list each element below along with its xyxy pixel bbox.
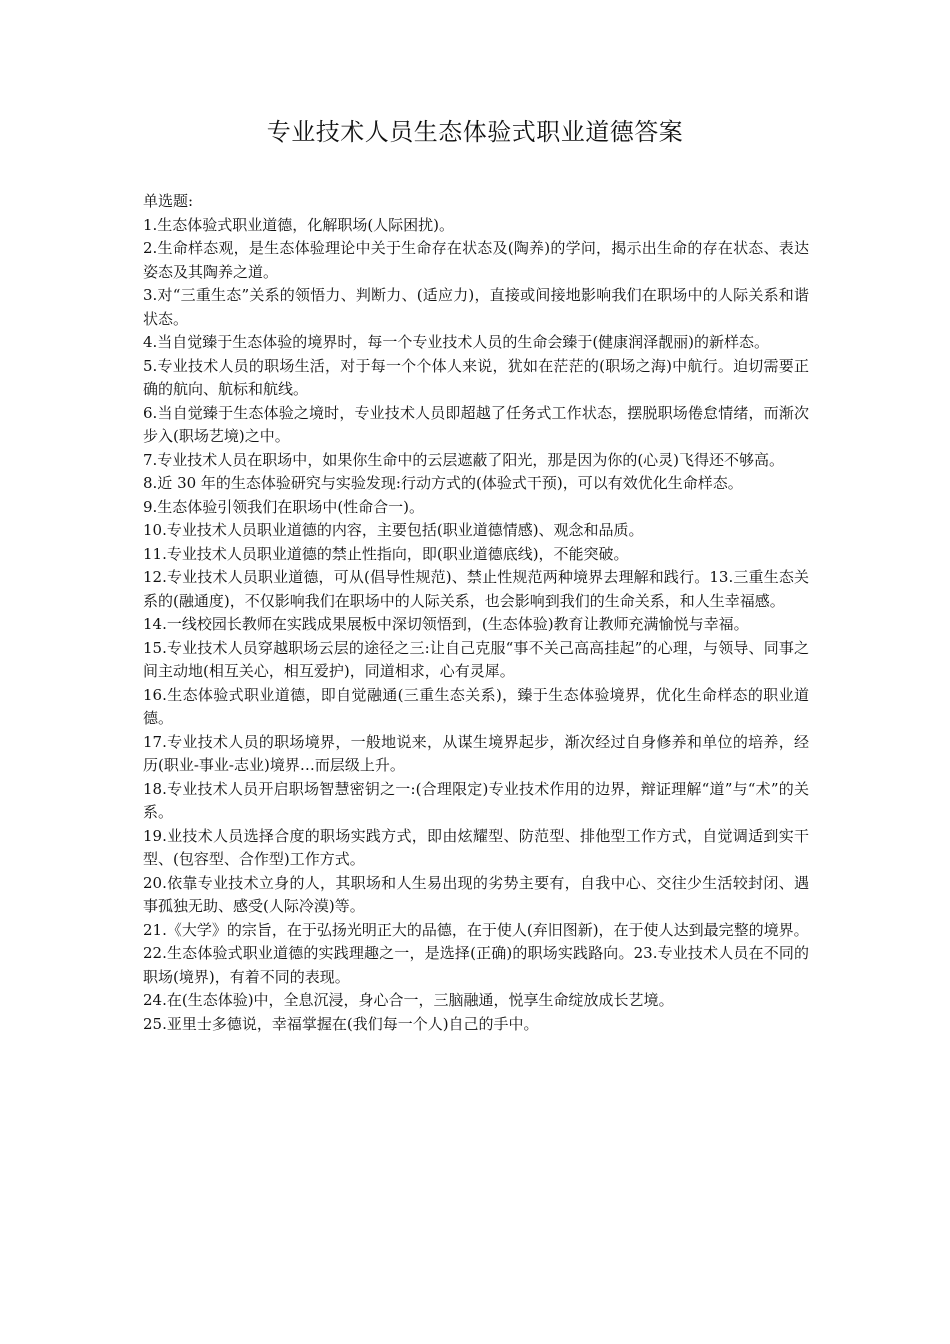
question-item: 10.专业技术人员职业道德的内容，主要包括(职业道德情感)、观念和品质。 xyxy=(143,521,644,539)
section-label-single-choice: 单选题: xyxy=(143,192,194,210)
question-item: 7.专业技术人员在职场中，如果你生命中的云层遮蔽了阳光，那是因为你的(心灵)飞得还不够高。 xyxy=(143,450,785,469)
question-item: 1.生态体验式职业道德，化解职场(人际困扰)。 xyxy=(143,215,455,234)
question-item: 24.在(生态体验)中，全息沉浸，身心合一，三脑融通，悦享生命绽放成长艺境。 xyxy=(143,991,674,1009)
question-item: 14.一线校园长教师在实践成果展板中深切领悟到，(生态体验)教育让教师充满愉悦与幸福。 xyxy=(143,615,749,633)
question-item: 22.生态体验式职业道德的实践理趣之一，是选择(正确)的职场实践路向。23.专业技术人员在不同的职场(境界)，有着不同的表现。 xyxy=(143,944,809,986)
question-item: 2.生命样态观，是生态体验理论中关于生命存在状态及(陶养)的学问，揭示出生命的存在状态、表达姿态及其陶养之道。 xyxy=(143,239,809,281)
question-item: 5.专业技术人员的职场生活，对于每一个个体人来说，犹如在茫茫的(职场之海)中航行。迫切需要正确的航向、航标和航线。 xyxy=(143,356,809,398)
question-item: 8.近 30 年的生态体验研究与实验发现:行动方式的(体验式干预)，可以有效优化生命样态。 xyxy=(143,474,743,492)
question-item: 11.专业技术人员职业道德的禁止性指向，即(职业道德底线)，不能突破。 xyxy=(143,544,629,563)
question-item: 15.专业技术人员穿越职场云层的途径之三:让自己克服“事不关己高高挂起”的心理，与领导、同事之间主动地(相互关心，相互爱护)，同道相求，心有灵犀。 xyxy=(143,638,809,680)
question-item: 6.当自觉臻于生态体验之境时，专业技术人员即超越了任务式工作状态，摆脱职场倦怠情绪，而渐次步入(职场艺境)之中。 xyxy=(143,403,809,445)
question-item: 25.亚里士多德说，幸福掌握在(我们每一个人)自己的手中。 xyxy=(143,1014,539,1033)
question-item: 9.生态体验引领我们在职场中(性命合一)。 xyxy=(143,497,425,516)
document-body xyxy=(143,190,809,1036)
question-item: 18.专业技术人员开启职场智慧密钥之一:(合理限定)专业技术作用的边界，辩证理解“道”与“术”的关系。 xyxy=(143,779,809,821)
question-item: 20.依靠专业技术立身的人，其职场和人生易出现的劣势主要有，自我中心、交往少生活较封闭、遇事孤独无助、感受(人际冷漠)等。 xyxy=(143,873,809,915)
question-item: 4.当自觉臻于生态体验的境界时，每一个专业技术人员的生命会臻于(健康润泽靓丽)的新样态。 xyxy=(143,333,770,351)
document-title: 专业技术人员生态体验式职业道德答案 xyxy=(266,118,684,146)
question-item: 3.对“三重生态”关系的领悟力、判断力、(适应力)，直接或间接地影响我们在职场中的人际关系和谐状态。 xyxy=(143,286,809,328)
question-item: 16.生态体验式职业道德，即自觉融通(三重生态关系)，臻于生态体验境界，优化生命样态的职业道德。 xyxy=(143,685,809,727)
question-list xyxy=(143,214,809,1037)
question-item: 12.专业技术人员职业道德，可从(倡导性规范)、禁止性规范两种境界去理解和践行。13.三重生态关系的(融通度)，不仅影响我们在职场中的人际关系，也会影响到我们的生命关系，和人生幸福感。 xyxy=(143,568,809,610)
question-item: 21.《大学》的宗旨，在于弘扬光明正大的品德，在于使人(弃旧图新)，在于使人达到最完整的境界。 xyxy=(143,920,809,939)
question-item: 19.业技术人员选择合度的职场实践方式，即由炫耀型、防范型、排他型工作方式，自觉调适到实干型、(包容型、合作型)工作方式。 xyxy=(143,826,809,868)
question-item: 17.专业技术人员的职场境界，一般地说来，从谋生境界起步，渐次经过自身修养和单位的培养，经历(职业-事业-志业)境界…而层级上升。 xyxy=(143,732,809,774)
